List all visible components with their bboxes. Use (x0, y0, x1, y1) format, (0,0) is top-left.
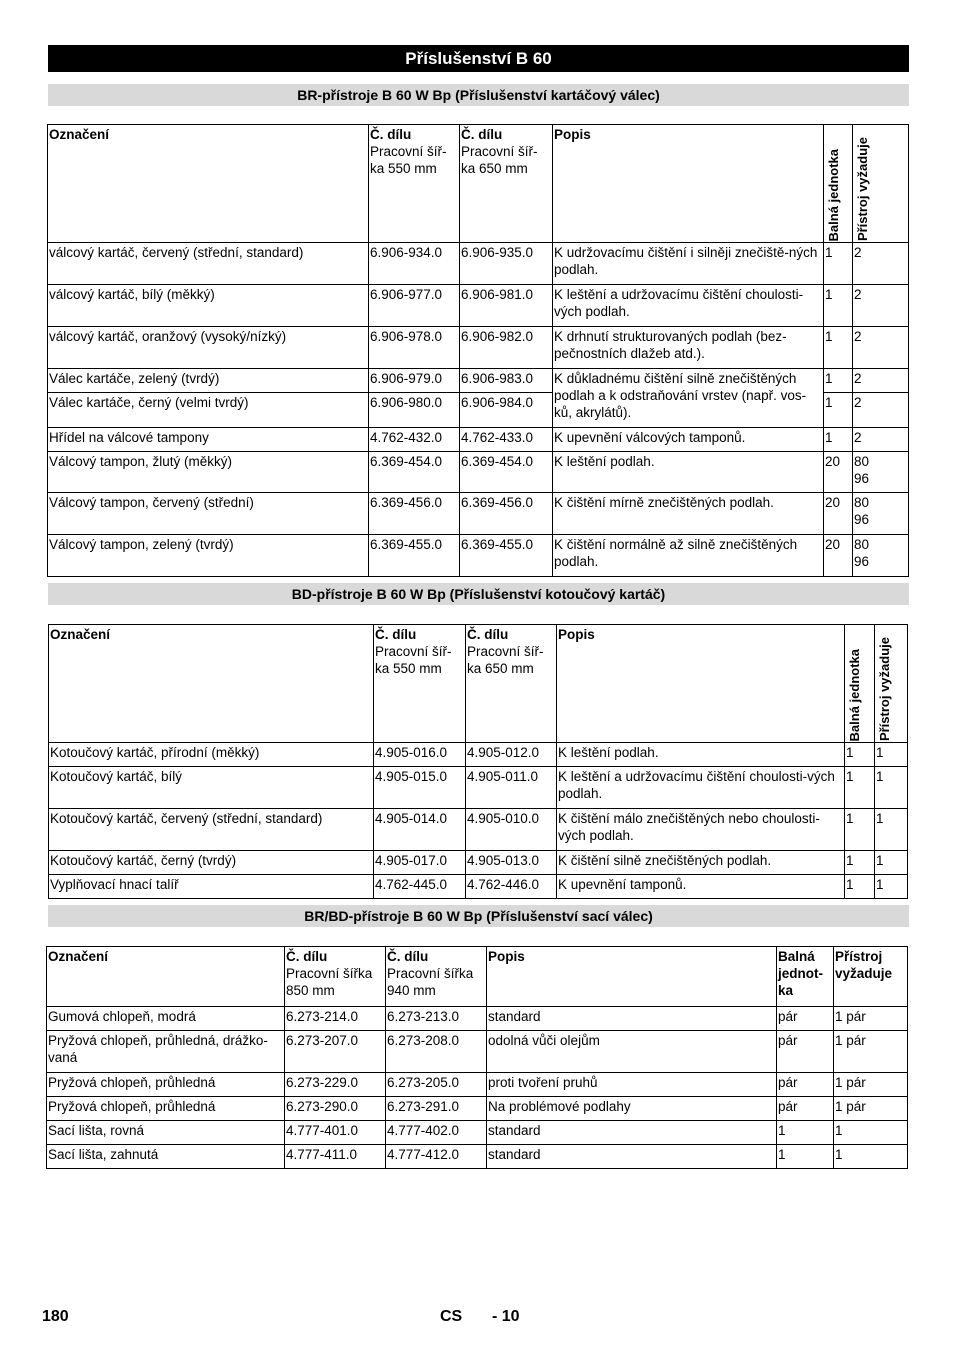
section-heading-br: BR-přístroje B 60 W Bp (Příslušenství kartáčový válec) (48, 84, 909, 106)
table-cell: Válec kartáče, černý (velmi tvrdý) (48, 393, 369, 428)
table-cell: 6.906-983.0 (460, 369, 553, 393)
table-cell: Pryžová chlopeň, průhledná, drážko-vaná (47, 1031, 285, 1073)
table-cell: 1 (845, 743, 875, 767)
table-cell: 1 pár (834, 1007, 908, 1031)
col-header-required: Přístroj vyžaduje (853, 125, 909, 243)
col-header-designation: Označení (49, 625, 374, 743)
table-row (48, 243, 909, 285)
table-cell: 6.273-229.0 (285, 1073, 386, 1097)
table-header-row (47, 947, 908, 1007)
col-header-unit: Balná jednot-ka (777, 947, 834, 1007)
table-cell: Válcový tampon, žlutý (měkký) (48, 452, 369, 493)
table-cell: 1 (875, 743, 908, 767)
table-cell: 6.273-213.0 (386, 1007, 487, 1031)
footer-language: CS (440, 1308, 463, 1325)
table-row (47, 1073, 908, 1097)
col-header-description: Popis (553, 125, 824, 243)
table-cell: 4.905-014.0 (374, 809, 466, 851)
table-cell: pár (777, 1007, 834, 1031)
table-cell: 4.777-401.0 (285, 1121, 386, 1145)
table-cell: 6.906-982.0 (460, 327, 553, 369)
col-header-designation: Označení (47, 947, 285, 1007)
table-cell: K leštění a udržovacímu čištění choulosti-vých podlah. (553, 285, 824, 327)
table-cell: 1 (845, 851, 875, 875)
table-row (49, 809, 908, 851)
table-cell: 6.369-456.0 (369, 493, 460, 535)
table-cell: 1 (845, 767, 875, 809)
table-cell: 1 (834, 1145, 908, 1169)
table-cell: 6.906-979.0 (369, 369, 460, 393)
col-header-part-650: Č. dílu Pracovní šíř-ka 650 mm (466, 625, 557, 743)
table-cell: 4.905-016.0 (374, 743, 466, 767)
table-cell: K čištění mírně znečištěných podlah. (553, 493, 824, 535)
table-cell: 80 96 (853, 452, 909, 493)
table-cell: válcový kartáč, bílý (měkký) (48, 285, 369, 327)
table-cell: 1 (845, 809, 875, 851)
table-cell: 4.905-013.0 (466, 851, 557, 875)
table-cell: Vyplňovací hnací talíř (49, 875, 374, 899)
table-cell: K upevnění válcových tamponů. (553, 428, 824, 452)
table-cell: 2 (853, 327, 909, 369)
col-header-unit: Balná jednotka (845, 625, 875, 743)
table-row (49, 851, 908, 875)
table-cell: 1 (824, 369, 853, 393)
table-cell: 4.905-011.0 (466, 767, 557, 809)
table-cell: 6.273-208.0 (386, 1031, 487, 1073)
table-cell: 6.906-980.0 (369, 393, 460, 428)
table-row (49, 875, 908, 899)
table-cell: K upevnění tamponů. (557, 875, 845, 899)
footer-page-number: 180 (42, 1308, 69, 1325)
table-cell: válcový kartáč, červený (střední, standard) (48, 243, 369, 285)
table-cell: 1 (834, 1121, 908, 1145)
table-cell: pár (777, 1097, 834, 1121)
table-cell: Pryžová chlopeň, průhledná (47, 1073, 285, 1097)
table-cell: 80 96 (853, 493, 909, 535)
col-header-description: Popis (557, 625, 845, 743)
page-title: Příslušenství B 60 (48, 45, 909, 72)
table-row (49, 767, 908, 809)
table-cell: 1 (824, 243, 853, 285)
col-header-part-650: Č. dílu Pracovní šíř-ka 650 mm (460, 125, 553, 243)
table-cell: 20 (824, 535, 853, 577)
table-cell: 6.906-977.0 (369, 285, 460, 327)
col-header-description: Popis (487, 947, 777, 1007)
table-cell: odolná vůči olejům (487, 1031, 777, 1073)
table-cell: Válec kartáče, zelený (tvrdý) (48, 369, 369, 393)
table-cell: 6.906-934.0 (369, 243, 460, 285)
table-cell: K čištění málo znečištěných nebo choulosti-vých podlah. (557, 809, 845, 851)
col-header-part-940: Č. dílu Pracovní šířka 940 mm (386, 947, 487, 1007)
table-cell: Gumová chlopeň, modrá (47, 1007, 285, 1031)
col-header-required: Přístroj vyžaduje (875, 625, 908, 743)
table-row (48, 369, 909, 393)
table-cell: Kotoučový kartáč, bílý (49, 767, 374, 809)
table-cell: 6.369-455.0 (460, 535, 553, 577)
table-cell: 6.906-984.0 (460, 393, 553, 428)
table-cell: 1 (824, 285, 853, 327)
table-cell: Hřídel na válcové tampony (48, 428, 369, 452)
table-cell: 6.273-291.0 (386, 1097, 487, 1121)
table-cell: K udržovacímu čištění i silněji znečiště-ných podlah. (553, 243, 824, 285)
table-cell: proti tvoření pruhů (487, 1073, 777, 1097)
table-row (48, 428, 909, 452)
table-row (47, 1007, 908, 1031)
table-cell: standard (487, 1121, 777, 1145)
table-cell: 1 pár (834, 1073, 908, 1097)
table-cell: 1 (824, 327, 853, 369)
table-cell: 1 (777, 1145, 834, 1169)
table-cell: Válcový tampon, červený (střední) (48, 493, 369, 535)
table-cell: Kotoučový kartáč, černý (tvrdý) (49, 851, 374, 875)
table-cell: 2 (853, 428, 909, 452)
col-header-part-850: Č. dílu Pracovní šířka 850 mm (285, 947, 386, 1007)
table-header-row (49, 625, 908, 743)
br-accessories-table (47, 124, 909, 577)
table-cell: 6.369-455.0 (369, 535, 460, 577)
table-cell: 2 (853, 393, 909, 428)
table-cell: 4.777-402.0 (386, 1121, 487, 1145)
table-row (48, 452, 909, 493)
table-row (47, 1097, 908, 1121)
table-cell: 4.905-015.0 (374, 767, 466, 809)
table-cell: 1 (875, 851, 908, 875)
table-cell: Kotoučový kartáč, přírodní (měkký) (49, 743, 374, 767)
col-header-required: Přístroj vyžaduje (834, 947, 908, 1007)
col-header-designation: Označení (48, 125, 369, 243)
table-cell: Kotoučový kartáč, červený (střední, standard) (49, 809, 374, 851)
table-row (48, 327, 909, 369)
table-cell: 1 pár (834, 1097, 908, 1121)
table-cell: 20 (824, 452, 853, 493)
col-header-part-550: Č. dílu Pracovní šíř-ka 550 mm (369, 125, 460, 243)
table-cell: 2 (853, 285, 909, 327)
table-cell: 1 pár (834, 1031, 908, 1073)
table-row (48, 535, 909, 577)
table-cell: 4.762-446.0 (466, 875, 557, 899)
table-row (49, 743, 908, 767)
table-cell: 20 (824, 493, 853, 535)
section-heading-bd: BD-přístroje B 60 W Bp (Příslušenství kotoučový kartáč) (48, 583, 909, 605)
table-cell: K drhnutí strukturovaných podlah (bez-pečnostních dlažeb atd.). (553, 327, 824, 369)
table-cell: 1 (824, 428, 853, 452)
table-cell: 6.369-456.0 (460, 493, 553, 535)
table-cell: 6.906-981.0 (460, 285, 553, 327)
col-header-part-550: Č. dílu Pracovní šíř-ka 550 mm (374, 625, 466, 743)
table-cell: standard (487, 1145, 777, 1169)
table-cell: pár (777, 1031, 834, 1073)
bd-accessories-table (48, 624, 908, 899)
table-cell: 4.905-012.0 (466, 743, 557, 767)
brbd-accessories-table (46, 946, 908, 1169)
table-cell: K leštění podlah. (553, 452, 824, 493)
table-cell: 1 (845, 875, 875, 899)
table-row (48, 493, 909, 535)
table-cell: Sací lišta, zahnutá (47, 1145, 285, 1169)
table-header-row (48, 125, 909, 243)
table-cell: 1 (875, 809, 908, 851)
table-cell: K čištění silně znečištěných podlah. (557, 851, 845, 875)
table-cell: Válcový tampon, zelený (tvrdý) (48, 535, 369, 577)
table-cell: 1 (777, 1121, 834, 1145)
table-cell: K leštění podlah. (557, 743, 845, 767)
table-cell: Sací lišta, rovná (47, 1121, 285, 1145)
table-cell: 6.369-454.0 (369, 452, 460, 493)
table-cell: 1 (875, 767, 908, 809)
table-cell: 1 (824, 393, 853, 428)
table-cell: Pryžová chlopeň, průhledná (47, 1097, 285, 1121)
table-cell: 4.777-411.0 (285, 1145, 386, 1169)
table-cell: 1 (875, 875, 908, 899)
table-cell: 2 (853, 369, 909, 393)
footer-section-page: - 10 (492, 1308, 520, 1325)
table-row (47, 1121, 908, 1145)
table-cell: 4.762-432.0 (369, 428, 460, 452)
table-cell: Na problémové podlahy (487, 1097, 777, 1121)
table-cell: 6.906-935.0 (460, 243, 553, 285)
table-cell: 4.762-433.0 (460, 428, 553, 452)
section-heading-brbd: BR/BD-přístroje B 60 W Bp (Příslušenství sací válec) (48, 905, 909, 927)
table-cell: 2 (853, 243, 909, 285)
table-cell: 4.905-017.0 (374, 851, 466, 875)
table-cell: 4.762-445.0 (374, 875, 466, 899)
table-cell: 4.905-010.0 (466, 809, 557, 851)
table-cell: 6.273-290.0 (285, 1097, 386, 1121)
table-cell: pár (777, 1073, 834, 1097)
table-row (47, 1145, 908, 1169)
table-cell: K důkladnému čištění silně znečištěných podlah a k odstraňování vrstev (např. vos-ků, akrylátů). (553, 369, 824, 428)
table-row (48, 285, 909, 327)
table-cell: 6.273-207.0 (285, 1031, 386, 1073)
table-cell: 6.273-205.0 (386, 1073, 487, 1097)
table-cell: K leštění a udržovacímu čištění choulosti-vých podlah. (557, 767, 845, 809)
col-header-unit: Balná jednotka (824, 125, 853, 243)
table-cell: standard (487, 1007, 777, 1031)
table-cell: 6.369-454.0 (460, 452, 553, 493)
table-cell: K čištění normálně až silně znečištěných podlah. (553, 535, 824, 577)
table-cell: 80 96 (853, 535, 909, 577)
table-cell: 4.777-412.0 (386, 1145, 487, 1169)
table-cell: 6.273-214.0 (285, 1007, 386, 1031)
table-row (47, 1031, 908, 1073)
table-cell: válcový kartáč, oranžový (vysoký/nízký) (48, 327, 369, 369)
table-cell: 6.906-978.0 (369, 327, 460, 369)
